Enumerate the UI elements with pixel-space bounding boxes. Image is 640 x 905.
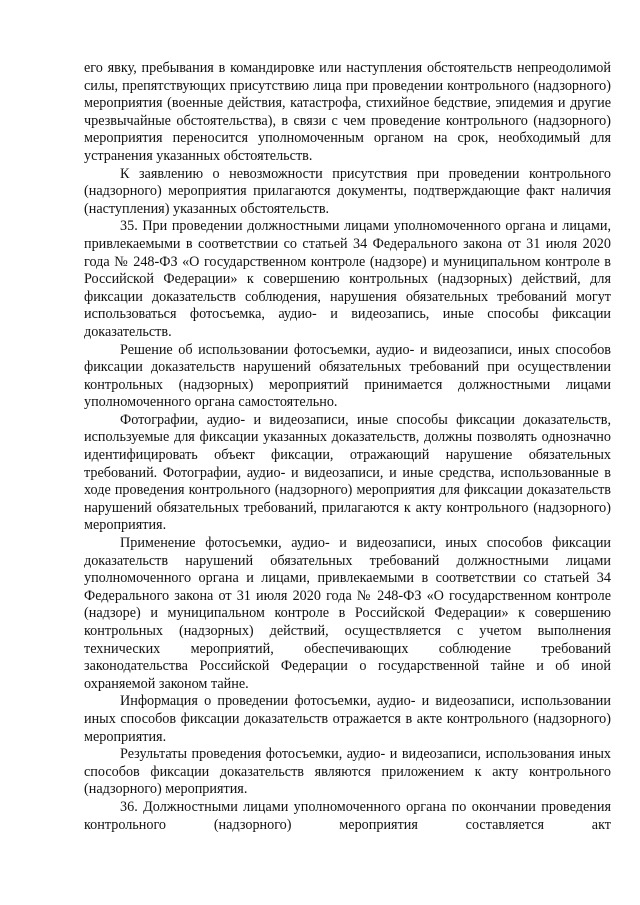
paragraph-recording-information: Информация о проведении фотосъемки, аудио- и видеозаписи, использовании иных способов фиксации доказательств отражается в акте контрольного (надзорного) мероприятия. (84, 693, 611, 745)
paragraph-photos-requirements: Фотографии, аудио- и видеозаписи, иные способы фиксации доказательств, используемые для фиксации указанных доказательств, должны позволять однозначно идентифицировать объект фиксации, отражающий нарушение обязательных требований. Фотографии, аудио- и видеозаписи, и иные средства, использованные в ходе проведения контрольного (надзорного) мероприятия для фиксации доказательств нарушений обязательных требований, прилагаются к акту контрольного (надзорного) мероприятия. (84, 411, 611, 534)
paragraph-supporting-documents: К заявлению о невозможности присутствия при проведении контрольного (надзорного) мероприятия прилагаются документы, подтверждающие факт наличия (наступления) указанных обстоятельств. (84, 165, 611, 217)
paragraph-recording-application: Применение фотосъемки, аудио- и видеозаписи, иных способов фиксации доказательств нарушений обязательных требований должностными лицами уполномоченного органа и лицами, привлекаемыми в соответствии со статьей 34 Федерального закона от 31 июля 2020 года № 248-ФЗ «О государственном контроле (надзоре) и муниципальном контроле в Российской Федерации» к совершению контрольных (надзорных) действий, осуществляется с учетом выполнения технических мероприятий, обеспечивающих соблюдение требований законодательства Российской Федерации о государственной тайне и об иной охраняемой законом тайне. (84, 535, 611, 692)
paragraph-continuation: его явку, пребывания в командировке или наступления обстоятельств непреодолимой силы, препятствующих присутствию лица при проведении контрольного (надзорного) мероприятия (военные действия, катастрофа, стихийное бедствие, эпидемия и другие чрезвычайные обстоятельства), в связи с чем проведение контрольного (надзорного) мероприятия переносится уполномоченным органом на срок, необходимый для устранения указанных обстоятельств. (84, 60, 611, 164)
paragraph-recording-decision: Решение об использовании фотосъемки, аудио- и видеозаписи, иных способов фиксации доказательств нарушений обязательных требований при осуществлении контрольных (надзорных) мероприятий принимается должностными лицами уполномоченного органа самостоятельно. (84, 341, 611, 411)
document-page (84, 60, 611, 834)
paragraph-recording-results: Результаты проведения фотосъемки, аудио- и видеозаписи, использования иных способов фиксации доказательств являются приложением к акту контрольного (надзорного) мероприятия. (84, 746, 611, 798)
paragraph-clause-36: 36. Должностными лицами уполномоченного органа по окончании проведения контрольного (надзорного) мероприятия составляется акт (84, 798, 611, 833)
paragraph-clause-35: 35. При проведении должностными лицами уполномоченного органа и лицами, привлекаемыми в соответствии со статьей 34 Федерального закона от 31 июля 2020 года № 248-ФЗ «О государственном контроле (надзоре) и муниципальном контроле в Российской Федерации» к совершению контрольных (надзорных) действий, для фиксации доказательств соблюдения, нарушения обязательных требований могут использоваться фотосъемка, аудио- и видеозапись, иные способы фиксации доказательств. (84, 218, 611, 340)
